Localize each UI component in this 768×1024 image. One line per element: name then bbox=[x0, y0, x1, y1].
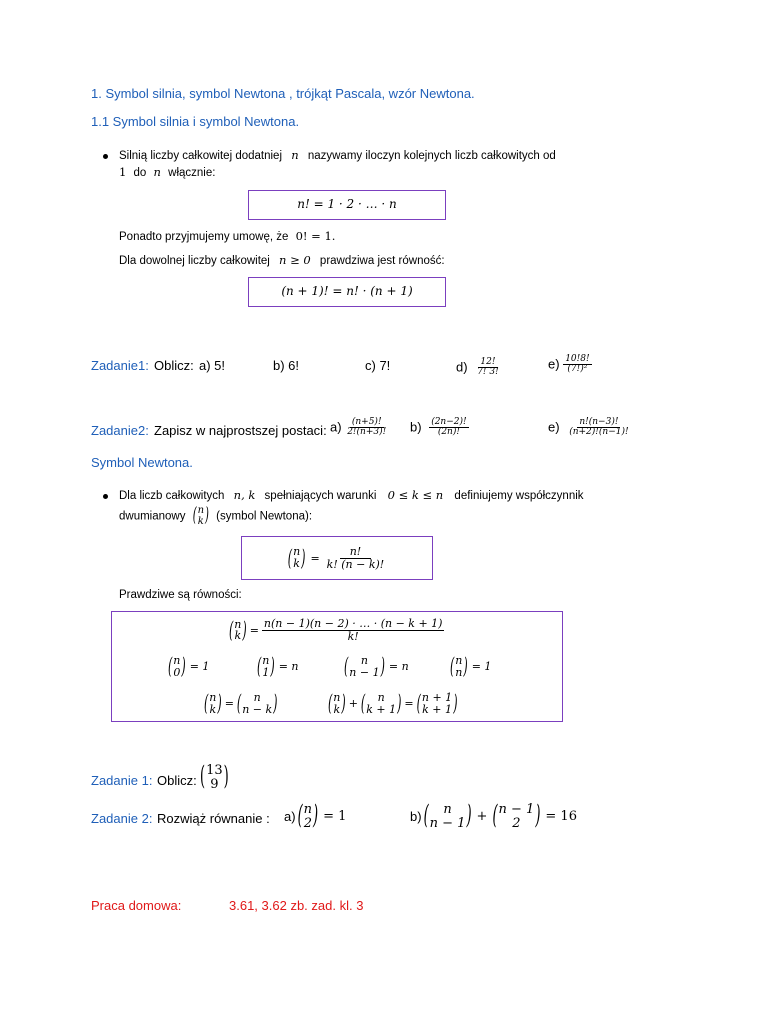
factorial-def-line2 bbox=[119, 165, 215, 179]
binom-n-k bbox=[288, 546, 306, 569]
stack bbox=[365, 692, 397, 715]
paren-left: ( bbox=[328, 690, 333, 717]
plus: + bbox=[476, 809, 488, 825]
binom bbox=[424, 803, 472, 830]
zadanie1-label: Zadanie1: bbox=[91, 358, 149, 373]
paren-right: ) bbox=[217, 690, 222, 717]
paren-right: ) bbox=[242, 617, 247, 644]
stack bbox=[197, 506, 205, 527]
label: b) bbox=[410, 419, 422, 435]
zadanie2-a bbox=[330, 418, 388, 438]
rhs: = n bbox=[388, 660, 409, 674]
denominator: k! bbox=[347, 629, 359, 643]
numerator: n(n − 1)(n − 2) · … · (n − k + 1) bbox=[263, 617, 443, 630]
paren-left: ( bbox=[297, 801, 303, 832]
identity-symmetry bbox=[204, 692, 277, 715]
binom bbox=[344, 655, 385, 678]
paren-left: ( bbox=[492, 801, 498, 832]
top: n bbox=[333, 691, 341, 704]
text: włącznie: bbox=[168, 167, 216, 179]
label: a) bbox=[284, 809, 296, 825]
zadanie1-oblicz: Oblicz: bbox=[154, 358, 194, 373]
equals: = bbox=[249, 623, 259, 637]
bottom: k bbox=[333, 702, 341, 716]
stack bbox=[205, 764, 224, 791]
fraction bbox=[475, 358, 501, 378]
binom bbox=[204, 692, 222, 715]
zadanie-2-text: Rozwiąż równanie : bbox=[157, 811, 270, 826]
formula-newton-def bbox=[242, 537, 432, 579]
var-n: n bbox=[291, 148, 299, 162]
text: dwumianowy bbox=[119, 510, 186, 523]
stack bbox=[208, 692, 217, 715]
bottom: 2 bbox=[512, 815, 521, 831]
label: e) bbox=[548, 419, 560, 435]
binom bbox=[168, 655, 186, 678]
paren-left: ( bbox=[204, 690, 209, 717]
numerator: n! bbox=[340, 546, 372, 559]
bottom: k + 1 bbox=[366, 702, 397, 716]
top: n bbox=[293, 545, 301, 559]
bottom: k bbox=[293, 557, 300, 570]
bottom: k bbox=[197, 515, 204, 527]
equals: = bbox=[310, 551, 320, 565]
paren-right: ) bbox=[270, 653, 275, 680]
binom bbox=[257, 655, 275, 678]
section-heading-1-1: 1.1 Symbol silnia i symbol Newtona. bbox=[91, 114, 300, 129]
stack bbox=[261, 655, 270, 678]
binom-13-9 bbox=[200, 764, 229, 791]
binom bbox=[361, 692, 401, 715]
paren-left: ( bbox=[192, 504, 197, 527]
newton-def-line2 bbox=[119, 506, 312, 527]
top: n bbox=[360, 654, 368, 667]
paren-right: ) bbox=[453, 690, 458, 717]
binom bbox=[450, 655, 468, 678]
denominator: (2n)! bbox=[437, 427, 460, 438]
denominator: (7!)² bbox=[567, 364, 588, 375]
text: Silnią liczby całkowitej dodatniej bbox=[119, 150, 282, 162]
top: n bbox=[262, 654, 270, 667]
numerator: 12! bbox=[480, 357, 496, 367]
formula-box-recursive bbox=[248, 277, 446, 307]
factorial-def-line1 bbox=[119, 148, 556, 162]
stack bbox=[348, 655, 380, 678]
label: a) bbox=[330, 419, 342, 435]
bottom: n − 1 bbox=[349, 665, 380, 679]
rhs: = 1 bbox=[471, 660, 492, 674]
fraction bbox=[563, 355, 591, 375]
prawdziwe-text: Prawdziwe są równości: bbox=[119, 589, 242, 601]
zadanie-2-label: Zadanie 2: bbox=[91, 811, 153, 826]
paren-left: ( bbox=[168, 653, 173, 680]
top: n bbox=[253, 691, 261, 704]
zadanie1-b: b) 6! bbox=[273, 358, 300, 373]
numerator: 10!8! bbox=[565, 354, 590, 364]
denominator: k! (n − k)! bbox=[326, 557, 385, 571]
formula-zero-factorial: 0! = 1. bbox=[295, 229, 336, 243]
numerator: n!(n−3)! bbox=[579, 417, 619, 427]
identity-n-n-1 bbox=[344, 655, 409, 678]
text: Dla liczb całkowitych bbox=[119, 490, 225, 502]
newton-def-line1 bbox=[119, 488, 584, 502]
top: 13 bbox=[206, 763, 223, 778]
denominator: (n+2)!(n−1)! bbox=[569, 427, 629, 438]
top: n bbox=[443, 802, 452, 817]
top: n bbox=[209, 691, 217, 704]
homework-value: 3.61, 3.62 zb. zad. kl. 3 bbox=[229, 898, 364, 913]
top: n + 1 bbox=[421, 691, 453, 704]
denominator: 7! 3! bbox=[477, 367, 499, 378]
fraction bbox=[262, 618, 445, 642]
paren-right: ) bbox=[313, 801, 319, 832]
top: n bbox=[455, 654, 463, 667]
text: (symbol Newtona): bbox=[216, 510, 313, 523]
text: prawdziwa jest równość: bbox=[319, 255, 445, 267]
rhs: = n bbox=[278, 660, 299, 674]
zadanie1-a: a) 5! bbox=[199, 358, 226, 373]
paren-right: ) bbox=[463, 653, 468, 680]
binom bbox=[417, 692, 458, 715]
zadanie-2-a bbox=[284, 803, 346, 830]
fraction bbox=[567, 418, 630, 438]
bottom: 0 bbox=[173, 665, 181, 679]
stack bbox=[241, 692, 273, 715]
bottom: n − k bbox=[242, 702, 273, 716]
formula-box-identities bbox=[111, 611, 563, 722]
bottom: k + 1 bbox=[422, 702, 452, 716]
stack bbox=[421, 692, 453, 715]
bottom: k bbox=[234, 629, 242, 643]
formula-box-factorial bbox=[248, 190, 446, 220]
identity-pascal bbox=[328, 692, 457, 715]
paren-right: ) bbox=[341, 690, 346, 717]
zadanie2-e bbox=[548, 418, 631, 438]
denominator: 2!(n+3)! bbox=[347, 427, 387, 438]
paren-left: ( bbox=[236, 690, 242, 717]
main-heading: 1. Symbol silnia, symbol Newtona , trójkąt Pascala, wzór Newtona. bbox=[91, 86, 475, 101]
fraction bbox=[345, 418, 388, 438]
condition: n ≥ 0 bbox=[279, 253, 311, 267]
binom bbox=[328, 692, 346, 715]
top: n bbox=[234, 617, 242, 631]
equals: = bbox=[404, 697, 414, 711]
condition: 0 ≤ k ≤ n bbox=[387, 488, 444, 502]
paren-right: ) bbox=[397, 690, 402, 717]
top: n bbox=[173, 654, 181, 667]
zadanie2-text: Zapisz w najprostszej postaci: bbox=[154, 423, 327, 438]
numerator: (n+5)! bbox=[351, 417, 382, 427]
zadanie-2-b bbox=[410, 803, 577, 830]
label: e) bbox=[548, 356, 560, 372]
bottom: 2 bbox=[303, 815, 312, 831]
text: definiujemy współczynnik bbox=[454, 490, 584, 502]
stack bbox=[498, 803, 536, 830]
identity-n-0 bbox=[168, 655, 209, 678]
paren-left: ( bbox=[423, 801, 429, 832]
label: b) bbox=[410, 809, 422, 825]
paren-right: ) bbox=[380, 653, 385, 680]
fraction bbox=[429, 418, 468, 438]
paren-left: ( bbox=[257, 653, 262, 680]
formula-factorial: n! = 1 · 2 · … · n bbox=[297, 197, 397, 211]
identity-n-1 bbox=[257, 655, 299, 678]
top: n bbox=[303, 802, 313, 817]
zadanie1-e bbox=[548, 355, 592, 375]
zadanie1-d bbox=[456, 358, 501, 378]
zadanie1-c: c) 7! bbox=[365, 358, 391, 373]
paren-right: ) bbox=[466, 801, 472, 832]
plus: + bbox=[348, 697, 358, 711]
zadanie-1-binom bbox=[200, 764, 229, 791]
paren-left: ( bbox=[229, 617, 234, 644]
bottom: 1 bbox=[262, 665, 270, 679]
zadanie-1-label: Zadanie 1: bbox=[91, 773, 153, 788]
rhs: = 16 bbox=[545, 809, 577, 825]
stack bbox=[233, 619, 242, 642]
text: spełniających warunki bbox=[264, 490, 377, 502]
num-one: 1 bbox=[119, 165, 127, 179]
paren-left: ( bbox=[416, 690, 421, 717]
identity-product bbox=[229, 618, 444, 642]
binom bbox=[237, 692, 278, 715]
binom-n-k bbox=[229, 619, 247, 642]
formula-box-newton-def bbox=[241, 536, 433, 580]
binom-n-k bbox=[193, 506, 209, 527]
text: Ponadto przyjmujemy umowę, że bbox=[119, 231, 289, 243]
paren-right: ) bbox=[205, 504, 209, 527]
paren-right: ) bbox=[223, 762, 229, 793]
homework-label: Praca domowa: bbox=[91, 898, 182, 913]
text: do bbox=[133, 167, 147, 179]
top: n − 1 bbox=[498, 802, 535, 817]
stack bbox=[172, 655, 181, 678]
bottom: n − 1 bbox=[429, 815, 466, 831]
equals: = bbox=[224, 697, 234, 711]
paren-left: ( bbox=[450, 653, 455, 680]
paren-left: ( bbox=[360, 690, 366, 717]
paren-right: ) bbox=[301, 545, 306, 571]
vars: n, k bbox=[233, 488, 256, 502]
text: Dla dowolnej liczby całkowitej bbox=[119, 255, 270, 267]
paren-left: ( bbox=[287, 545, 293, 571]
rhs: = 1 bbox=[189, 660, 210, 674]
var-n: n bbox=[153, 165, 161, 179]
zadanie2-b bbox=[410, 418, 469, 438]
fraction bbox=[325, 546, 387, 570]
binom bbox=[492, 803, 540, 830]
paren-left: ( bbox=[200, 762, 206, 793]
numerator: (2n−2)! bbox=[431, 417, 467, 427]
bullet bbox=[103, 154, 108, 159]
zadanie2-label: Zadanie2: bbox=[91, 423, 149, 438]
paren-right: ) bbox=[535, 801, 541, 832]
rhs: = 1 bbox=[323, 809, 347, 825]
bottom: 9 bbox=[210, 776, 219, 792]
stack bbox=[292, 546, 301, 569]
dla-line bbox=[119, 253, 445, 267]
bottom: n bbox=[455, 665, 463, 679]
identity-n-n bbox=[450, 655, 491, 678]
binom-n-2 bbox=[298, 803, 319, 830]
ponadto-line bbox=[119, 229, 335, 243]
stack bbox=[332, 692, 341, 715]
label: d) bbox=[456, 359, 468, 375]
formula-recursive: (n + 1)! = n! · (n + 1) bbox=[281, 284, 413, 298]
paren-right: ) bbox=[181, 653, 186, 680]
zadanie-1-oblicz: Oblicz: bbox=[157, 773, 197, 788]
text: nazywamy iloczyn kolejnych liczb całkowitych od bbox=[307, 150, 556, 162]
bullet bbox=[103, 494, 108, 499]
stack bbox=[303, 803, 313, 830]
stack bbox=[454, 655, 463, 678]
stack bbox=[429, 803, 467, 830]
symbol-newtona-heading: Symbol Newtona. bbox=[91, 455, 193, 470]
top: n bbox=[377, 691, 385, 704]
paren-right: ) bbox=[273, 690, 278, 717]
paren-left: ( bbox=[344, 653, 349, 680]
top: n bbox=[197, 505, 205, 516]
bottom: k bbox=[209, 702, 217, 716]
